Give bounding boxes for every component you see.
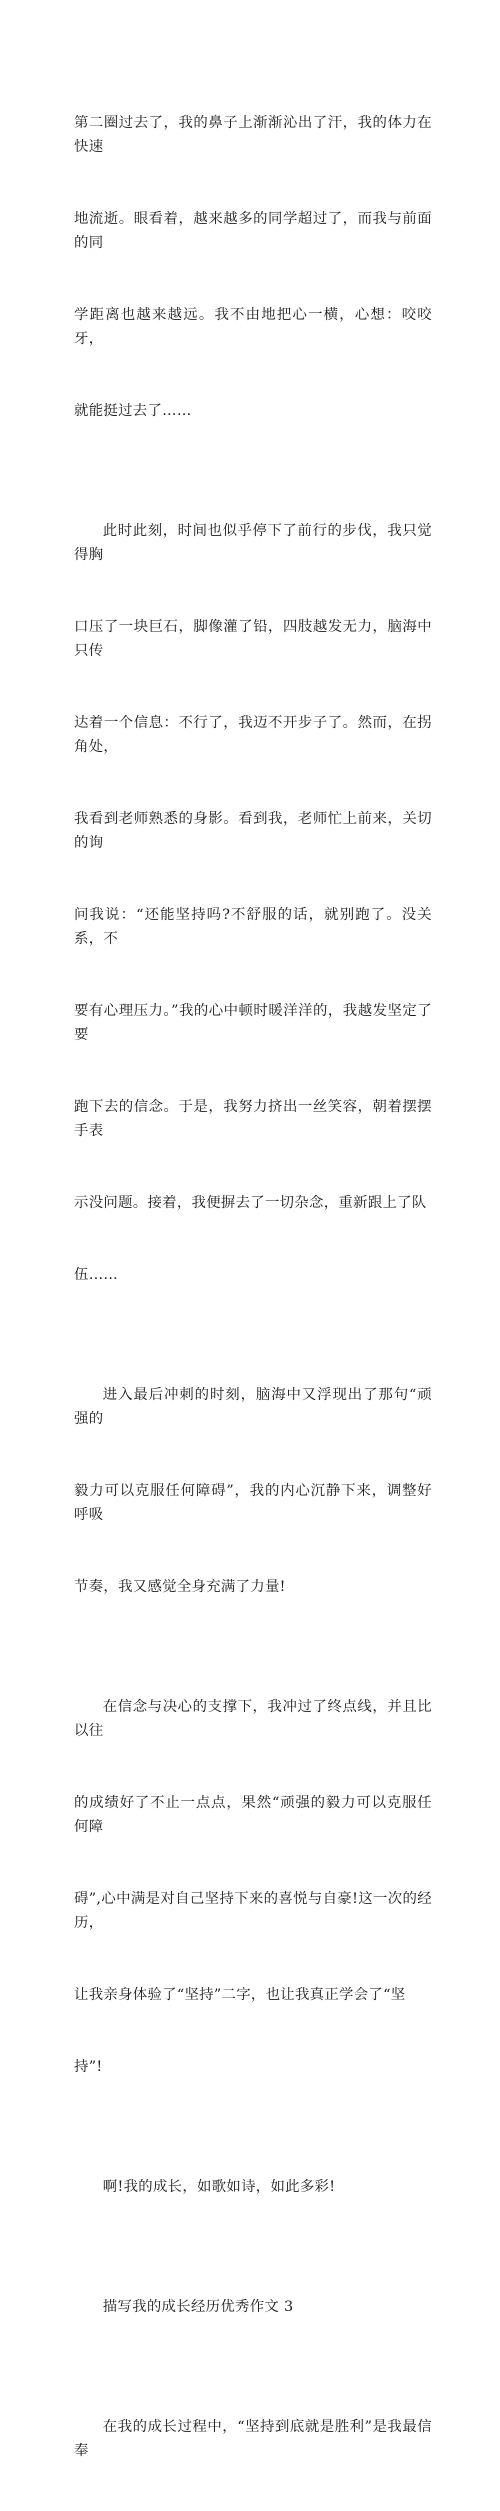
text-line: 啊!我的成长，如歌如诗，如此多彩! [102, 2179, 336, 2195]
text-line: 要有心理压力。”我的心中顿时暖洋洋的，我越发坚定了要 [74, 1003, 432, 1043]
text-line: 让我亲身体验了“坚持”二字，也让我真正学会了“坚 [74, 1987, 406, 2003]
paragraph [74, 1647, 432, 2127]
text-line: 学距离也越来越远。我不由地把心一横，心想：咬咬牙， [74, 307, 432, 347]
text-line: 描写我的成长经历优秀作文 3 [102, 2299, 294, 2315]
essay-body [74, 63, 432, 2511]
text-line: 持”! [74, 2059, 103, 2075]
text-line: 的成绩好了不止一点点，果然“顽强的毅力可以克服任何障 [74, 1795, 432, 1835]
text-line: 跑下去的信念。于是，我努力挤出一丝笑容，朝着摆摆手表 [74, 1099, 432, 1139]
text-line: 碍”,心中满是对自己坚持下来的喜悦与自豪!这一次的经历， [74, 1891, 432, 1931]
text-line: 节奏，我又感觉全身充满了力量! [74, 1579, 286, 1595]
section-heading [74, 2247, 432, 2367]
text-line: 地流逝。眼看着，越来越多的同学超过了，而我与前面的同 [74, 211, 432, 251]
text-line: 此时此刻，时间也似乎停下了前行的步伐，我只觉得胸 [74, 523, 432, 563]
paragraph [74, 2127, 432, 2247]
paragraph [74, 63, 432, 471]
text-line: 进入最后冲刺的时刻，脑海中又浮现出了那句“顽强的 [74, 1387, 432, 1427]
text-line: 就能挺过去了…… [74, 403, 192, 419]
text-line: 口压了一块巨石，脚像灌了铅，四肢越发无力，脑海中只传 [74, 619, 432, 659]
text-line: 在信念与决心的支撑下，我冲过了终点线，并且比以往 [74, 1699, 432, 1739]
paragraph [74, 2367, 432, 2511]
text-line: 问我说：“还能坚持吗?不舒服的话，就别跑了。没关系，不 [74, 907, 432, 947]
text-line: 达着一个信息：不行了，我迈不开步子了。然而，在拐角处， [74, 715, 432, 755]
text-line: 毅力可以克服任何障碍”，我的内心沉静下来，调整好呼吸 [74, 1483, 432, 1523]
text-line: 伍…… [74, 1267, 119, 1283]
text-line: 我看到老师熟悉的身影。看到我，老师忙上前来，关切的询 [74, 811, 432, 851]
text-line: 示没问题。接着，我便摒去了一切杂念，重新跟上了队 [74, 1195, 427, 1211]
text-line: 第二圈过去了，我的鼻子上渐渐沁出了汗，我的体力在快速 [74, 115, 432, 155]
paragraph [74, 1335, 432, 1647]
paragraph [74, 471, 432, 1335]
text-line: 在我的成长过程中，“坚持到底就是胜利”是我最信奉 [74, 2419, 432, 2459]
